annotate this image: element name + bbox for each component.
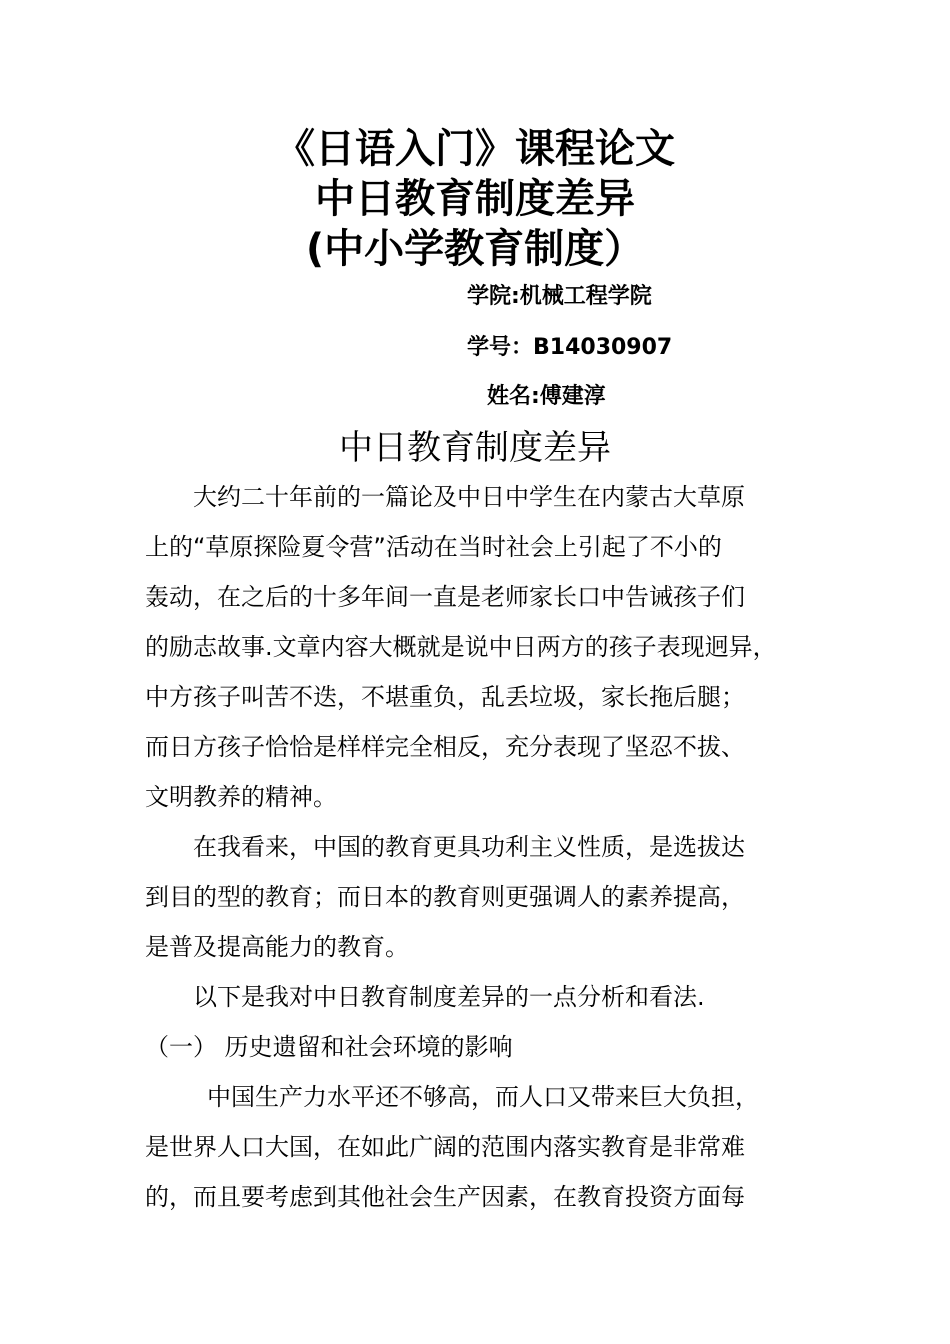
college-field: 学院:机械工程学院 [467, 284, 652, 309]
body-line: 是世界人口大国，在如此广阔的范围内落实教育是非常难 [145, 1133, 745, 1161]
body-line: 上的“草原探险夏令营”活动在当时社会上引起了不小的 [145, 533, 722, 561]
body-line: 中方孩子叫苦不迭，不堪重负，乱丢垃圾，家长拖后腿； [145, 683, 745, 711]
title-line-subtitle: (中小学教育制度） [305, 226, 645, 272]
body-line: 而日方孩子恰恰是样样完全相反，充分表现了坚忍不拔、 [145, 733, 745, 761]
title-line-course: 《日语入门》课程论文 [275, 126, 675, 172]
title-line-topic: 中日教育制度差异 [315, 176, 635, 222]
body-line: 中国生产力水平还不够高，而人口又带来巨大负担， [207, 1083, 759, 1111]
body-line: 文明教养的精神。 [145, 783, 337, 811]
body-line: 是普及提高能力的教育。 [145, 933, 409, 961]
body-line: 大约二十年前的一篇论及中日中学生在内蒙古大草原 [193, 483, 745, 511]
body-line: 以下是我对中日教育制度差异的一点分析和看法. [193, 983, 705, 1011]
body-line: 轰动，在之后的十多年间一直是老师家长口中告诫孩子们 [145, 583, 745, 611]
body-line: 到目的型的教育；而日本的教育则更强调人的素养提高， [145, 883, 745, 911]
student-id-field: 学号：B14030907 [467, 335, 673, 360]
subsection-heading: （一） 历史遗留和社会环境的影响 [145, 1033, 513, 1061]
body-line: 的，而且要考虑到其他社会生产因素，在教育投资方面每 [145, 1183, 745, 1211]
body-line: 的励志故事.文章内容大概就是说中日两方的孩子表现迥异， [145, 633, 777, 661]
body-line: 在我看来，中国的教育更具功利主义性质，是选拔达 [193, 833, 745, 861]
section-title: 中日教育制度差异 [339, 428, 611, 468]
name-field: 姓名:傅建淳 [487, 384, 606, 409]
